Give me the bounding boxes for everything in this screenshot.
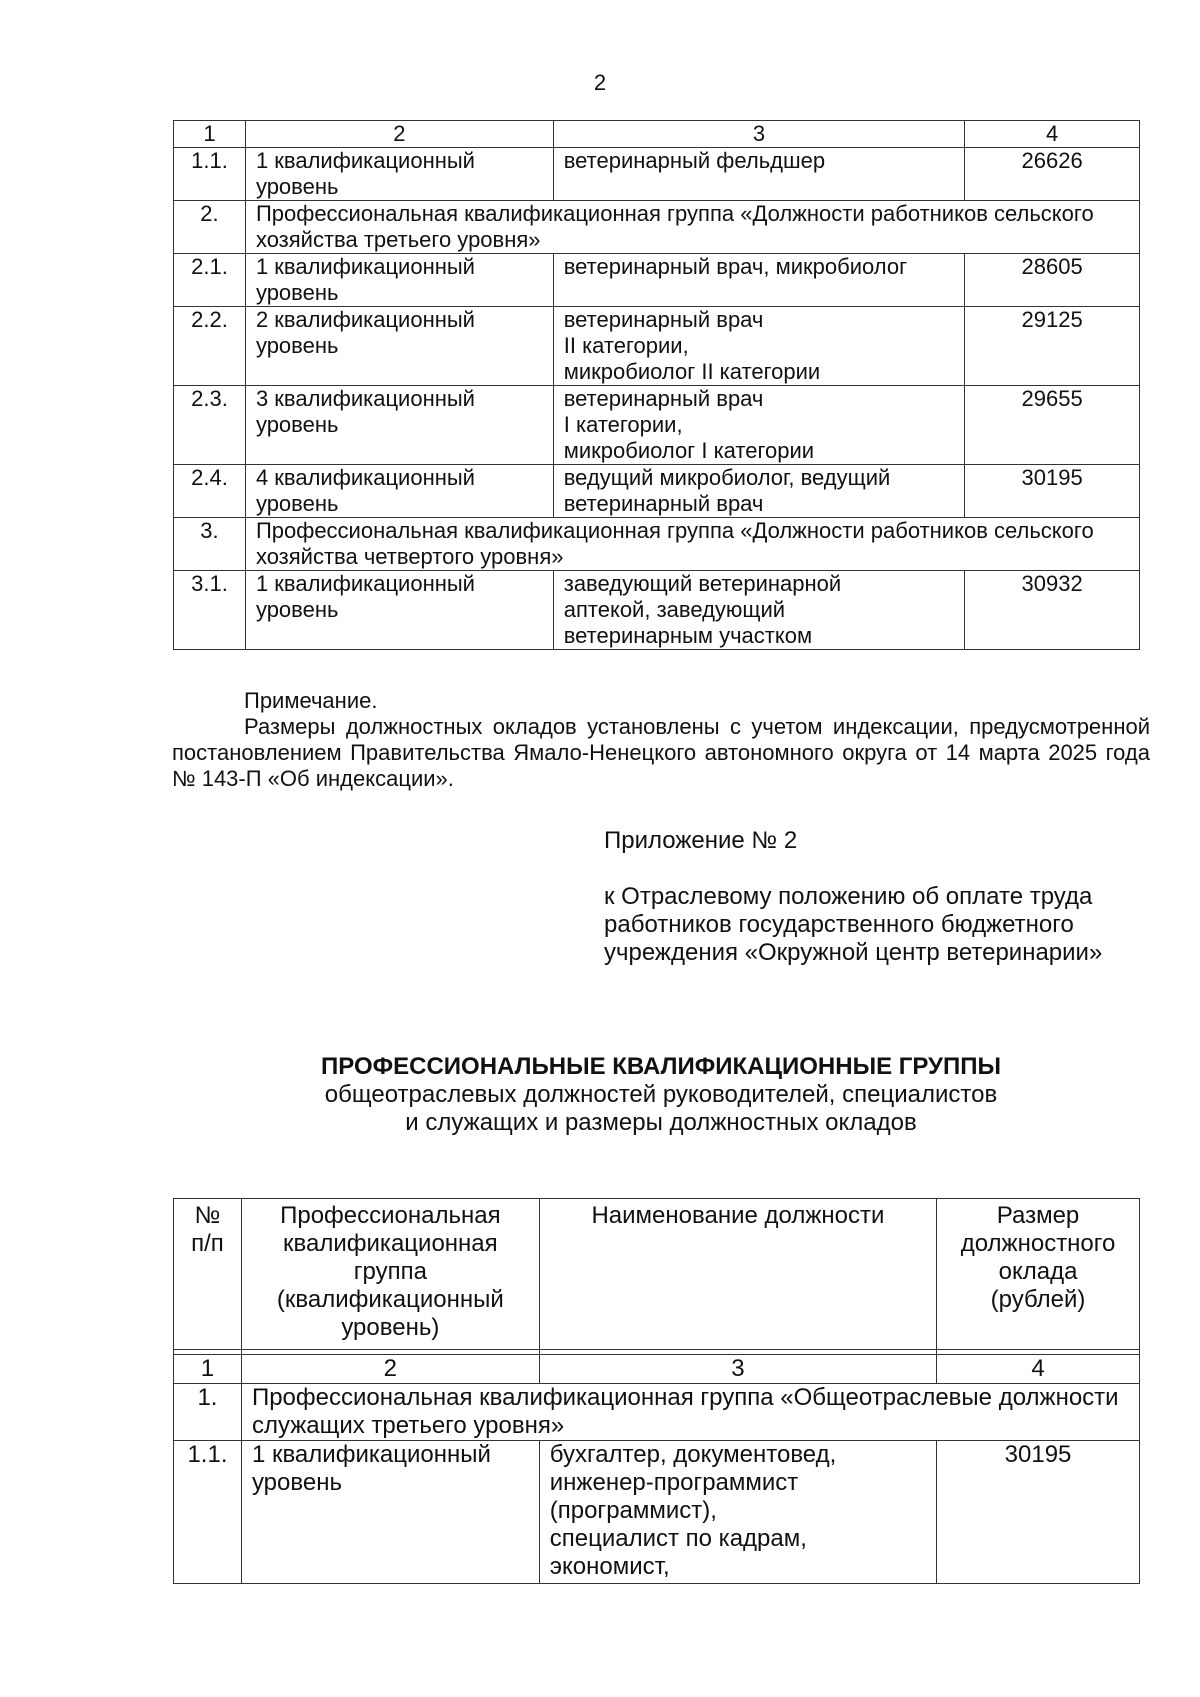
position-name: заведующий ветеринарной аптекой, заведующий ветеринарным участком — [553, 571, 964, 650]
appendix-title: Приложение № 2 — [604, 827, 798, 854]
header-position: Наименование должности — [539, 1199, 936, 1350]
title-bold: ПРОФЕССИОНАЛЬНЫЕ КВАЛИФИКАЦИОННЫЕ ГРУППЫ — [321, 1053, 1001, 1080]
row-number: 2.1. — [174, 254, 246, 307]
group-name: Профессиональная квалификационная группа «Должности работников сельского хозяйства четвертого уровня» — [245, 518, 1139, 571]
qualification-level: 1 квалификационный уровень — [245, 571, 553, 650]
column-number: 1 — [174, 121, 246, 148]
salary-table-veterinary — [173, 120, 1140, 650]
header-row — [174, 1199, 1140, 1350]
note-block — [172, 688, 1150, 792]
header-number: № п/п — [174, 1199, 242, 1350]
position-name: ведущий микробиолог, ведущий ветеринарный врач — [553, 465, 964, 518]
position-name: ветеринарный врач II категории, микробиолог II категории — [553, 307, 964, 386]
salary-value: 26626 — [965, 148, 1140, 201]
qualification-level: 1 квалификационный уровень — [241, 1441, 539, 1584]
salary-value: 30195 — [937, 1441, 1140, 1584]
row-number: 2.2. — [174, 307, 246, 386]
table-row — [174, 386, 1140, 465]
table-row — [174, 1441, 1140, 1584]
row-number: 2.4. — [174, 465, 246, 518]
table-row — [174, 571, 1140, 650]
note-body: Размеры должностных окладов установлены с учетом индексации, предусмотренной постановлением Правительства Ямало-Ненецкого автономного округа от 14 марта 2025 года № 143-П «Об индексации». — [172, 714, 1150, 791]
document-title — [172, 1053, 1150, 1137]
position-name: ветеринарный врач I категории, микробиолог I категории — [553, 386, 964, 465]
position-name: ветеринарный врач, микробиолог — [553, 254, 964, 307]
salary-value: 29125 — [965, 307, 1140, 386]
row-number: 2.3. — [174, 386, 246, 465]
note-heading: Примечание. — [244, 688, 378, 713]
salary-value: 30932 — [965, 571, 1140, 650]
appendix-text: к Отраслевому положению об оплате труда работников государственного бюджетного учреждения «Окружной центр ветеринарии» — [604, 883, 1103, 966]
column-number: 4 — [965, 121, 1140, 148]
column-number: 1 — [174, 1355, 242, 1384]
table-row — [174, 148, 1140, 201]
group-name: Профессиональная квалификационная группа «Должности работников сельского хозяйства третьего уровня» — [245, 201, 1139, 254]
title-subtitle: общеотраслевых должностей руководителей, специалистов и служащих и размеры должностных окладов — [324, 1081, 998, 1136]
column-number: 2 — [241, 1355, 539, 1384]
salary-value: 28605 — [965, 254, 1140, 307]
row-number: 1.1. — [174, 1441, 242, 1584]
position-name: ветеринарный фельдшер — [553, 148, 964, 201]
group-row — [174, 518, 1140, 571]
qualification-level: 1 квалификационный уровень — [245, 254, 553, 307]
qualification-level: 4 квалификационный уровень — [245, 465, 553, 518]
row-number: 1. — [174, 1384, 242, 1441]
header-group: Профессиональная квалификационная группа (квалификационный уровень) — [241, 1199, 539, 1350]
table-row — [174, 254, 1140, 307]
group-name: Профессиональная квалификационная группа «Общеотраслевые должности служащих третьего уровня» — [241, 1384, 1139, 1441]
position-name: бухгалтер, документовед, инженер-программист (программист), специалист по кадрам, экономист, — [539, 1441, 936, 1584]
column-number: 2 — [245, 121, 553, 148]
qualification-level: 2 квалификационный уровень — [245, 307, 553, 386]
table-row — [174, 465, 1140, 518]
row-number: 2. — [174, 201, 246, 254]
page-number: 2 — [593, 70, 607, 95]
table-row — [174, 307, 1140, 386]
salary-table-general — [173, 1198, 1140, 1584]
row-number: 3. — [174, 518, 246, 571]
header-salary: Размер должностного оклада (рублей) — [937, 1199, 1140, 1350]
row-number: 1.1. — [174, 148, 246, 201]
group-row — [174, 201, 1140, 254]
column-number-row — [174, 121, 1140, 148]
column-number-row — [174, 1355, 1140, 1384]
salary-value: 30195 — [965, 465, 1140, 518]
column-number: 3 — [539, 1355, 936, 1384]
qualification-level: 3 квалификационный уровень — [245, 386, 553, 465]
qualification-level: 1 квалификационный уровень — [245, 148, 553, 201]
salary-value: 29655 — [965, 386, 1140, 465]
column-number: 3 — [553, 121, 964, 148]
table-row — [174, 1384, 1140, 1441]
row-number: 3.1. — [174, 571, 246, 650]
column-number: 4 — [937, 1355, 1140, 1384]
